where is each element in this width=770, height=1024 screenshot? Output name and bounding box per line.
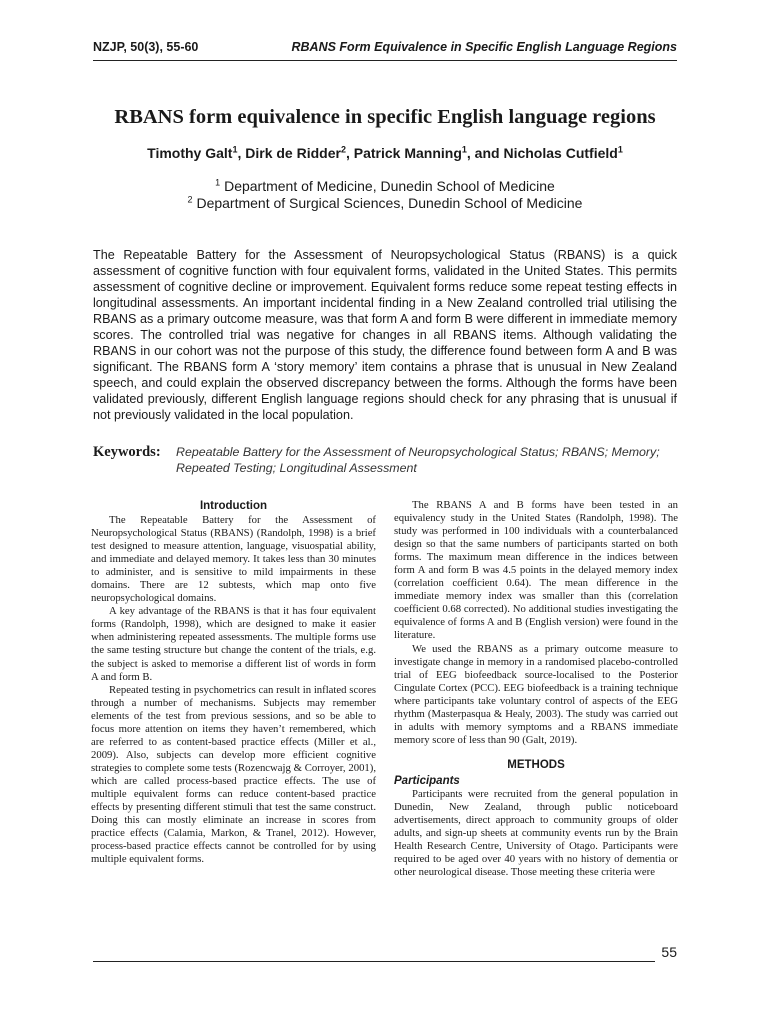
- author-separator: , and: [466, 145, 504, 161]
- author-affiliation-mark: 1: [232, 144, 238, 155]
- footer-rule: [93, 961, 655, 962]
- affiliation-mark: 1: [215, 177, 221, 188]
- participants-heading: Participants: [394, 774, 460, 787]
- author-name: Patrick Manning: [353, 145, 462, 161]
- affiliation-2: [60, 195, 710, 211]
- author-name: Dirk de Ridder: [245, 145, 341, 161]
- keywords-text: Repeatable Battery for the Assessment of Neuropsychological Status; RBANS; Memory; Repeated Testing; Longitudinal Assessment: [176, 445, 660, 475]
- body-paragraph: The Repeatable Battery for the Assessment of Neuropsychological Status (RBANS) (Randolph, 1998) is a brief test designed to measure attention, language, visuospatial ability, and immediate and delayed memory. It takes less than 30 minutes to administer, and is sensitive to mild impairments in these domains. There are 12 subtests, which map onto five neuropsychological domains.: [91, 514, 376, 605]
- left-column: [91, 499, 376, 866]
- author-affiliation-mark: 1: [617, 144, 623, 155]
- author-affiliation-mark: 1: [461, 144, 467, 155]
- body-paragraph: The RBANS A and B forms have been tested in an equivalency study in the United States (Randolph, 1998). The study was performed in 100 individuals with a counterbalanced design so that the same numbers of participants started on both forms. The maximum mean difference in the indices between form A and form B was 4.5 points in the delayed memory index (correlation coefficient 0.64). The mean difference in the immediate memory index was smaller than this (correlation coefficient 0.68 corrected). No additional studies investigating the equivalence of forms A and B (English version) were found in the literature.: [394, 499, 678, 642]
- right-column: [394, 499, 678, 879]
- running-title: RBANS Form Equivalence in Specific English Language Regions: [291, 40, 677, 54]
- body-paragraph: We used the RBANS as a primary outcome measure to investigate change in memory in a randomised placebo-controlled trial of EEG biofeedback source-localised to the Posterior Cingulate Cortex (PCC). EEG biofeedback is a training technique where participants take voluntary control of aspects of the EEG rhythm (Masterpasqua & Healy, 2003). The study was carried out in adults with memory symptoms and a RBANS immediate memory score of less than 90 (Galt, 2019).: [394, 642, 678, 746]
- author-name: Nicholas Cutfield: [503, 145, 618, 161]
- author-name: Timothy Galt: [147, 145, 233, 161]
- affiliation-text: Department of Surgical Sciences, Dunedin School of Medicine: [196, 195, 583, 211]
- journal-citation: NZJP, 50(3), 55-60: [93, 40, 199, 54]
- body-paragraph: Participants were recruited from the general population in Dunedin, New Zealand, through public noticeboard advertisements, direct approach to community groups of older adults, and sign-up sheets at community events run by the Brain Health Research Centre, University of Otago. Participants were required to be aged over 40 years with no history of dementia or other neurological disease. Those meeting these criteria were: [394, 787, 678, 879]
- author-separator: ,: [345, 145, 354, 161]
- body-paragraph: Repeated testing in psychometrics can result in inflated scores through a number of mechanisms. Subjects may remember elements of the test from previous sessions, and so be able to focus more attention on items they haven’t remembered, which are referred to as content-based practice effects (Miller et al., 2009). Also, subjects can develop more efficient cognitive strategies to complete some tests (Rozencwajg & Corroyer, 2001), which are called process-based practice effects. The use of multiple equivalent forms can reduce content-based practice effects by presenting different stimuli that test the same construct. Doing this can mostly eliminate an increase in scores from practice effects (Calamia, Markon, & Tranel, 2012). However, process-based practice effects cannot be controlled for by using multiple equivalent forms.: [91, 683, 376, 866]
- affiliation-1: [60, 178, 710, 194]
- affiliation-mark: 2: [187, 194, 193, 205]
- paper-title: RBANS form equivalence in specific English language regions: [114, 106, 656, 128]
- keywords-label: Keywords:: [93, 444, 161, 460]
- page-number: 55: [661, 944, 677, 960]
- body-paragraph: A key advantage of the RBANS is that it has four equivalent forms (Randolph, 1998), which are designed to make it easier when administering repeated assessments. The multiple forms use the same testing structure but change the content of the trials, e.g. the subject is asked to memorise a different list of words in form A and form B.: [91, 605, 376, 683]
- header-rule: [93, 60, 677, 61]
- abstract: The Repeatable Battery for the Assessment of Neuropsychological Status (RBANS) is a quick assessment of cognitive function with four equivalent forms, validated in the United States. This permits assessment of cognitive decline or improvement. Equivalent forms reduce some repeat testing effects in longitudinal assessments. An important incidental finding in a New Zealand controlled trial utilising the RBANS as a primary outcome measure, was that form A and form B were different in immediate memory scores. The controlled trial was negative for changes in all RBANS items. Although validating the RBANS in our cohort was not the purpose of this study, the difference found between form A and B was significant. The RBANS form A ‘story memory’ item contains a phrase that is unusual in New Zealand speech, and could explain the observed discrepancy between the forms. Although the forms have been validated previously, different English language regions should check for any phrasing that is unusual if not previously validated in the local population.: [93, 248, 677, 423]
- author-affiliation-mark: 2: [340, 144, 346, 155]
- author-separator: ,: [237, 145, 246, 161]
- introduction-heading: Introduction: [199, 500, 268, 512]
- affiliation-text: Department of Medicine, Dunedin School of Medicine: [224, 178, 555, 194]
- author-list: [60, 145, 710, 161]
- methods-heading: METHODS: [507, 758, 565, 771]
